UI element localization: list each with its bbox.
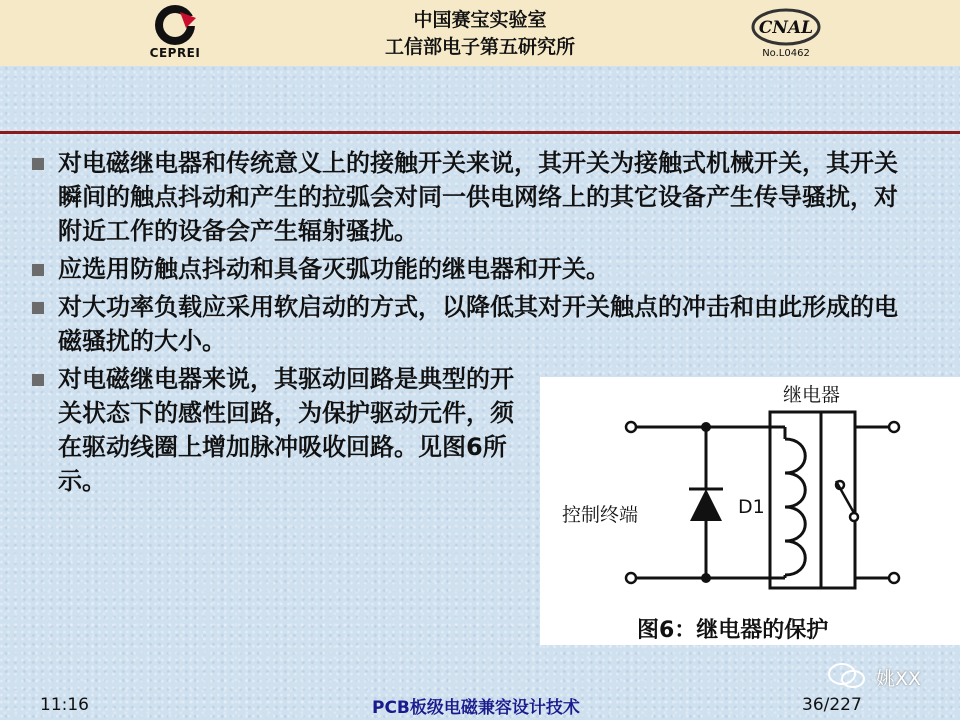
cnal-logo <box>748 6 824 62</box>
watermark-text: 姚XX <box>876 668 922 690</box>
relay-coil <box>785 439 805 575</box>
bullet-text: 对电磁继电器和传统意义上的接触开关来说，其开关为接触式机械开关，其开关瞬间的触点抖动和产生的拉弧会对同一供电网络上的其它设备产生传导骚扰，对附近工作的设备会产生辐射骚扰。 <box>58 149 898 245</box>
bullet-marker-icon <box>32 302 44 314</box>
terminal-icon <box>889 573 899 583</box>
relay-label: 继电器 <box>783 384 841 406</box>
bullet-item <box>30 362 528 498</box>
title-divider <box>0 131 960 134</box>
cnal-logo-number: No.L0462 <box>762 48 810 59</box>
slide-header <box>0 0 960 66</box>
footer-time: 11:16 <box>40 695 89 715</box>
diode-icon <box>690 489 722 521</box>
cnal-logo-brand: CNAL <box>758 18 814 38</box>
relay-circuit-diagram <box>540 377 960 607</box>
bullet-marker-icon <box>32 158 44 170</box>
ceprei-logo-mark <box>140 2 210 48</box>
wechat-icon <box>822 660 872 690</box>
header-title-line2: 工信部电子第五研究所 <box>384 36 575 58</box>
terminal-icon <box>626 573 636 583</box>
control-terminal-label: 控制终端 <box>562 504 639 526</box>
relay-outline <box>770 412 855 588</box>
terminal-icon <box>626 422 636 432</box>
watermark <box>822 660 932 690</box>
cnal-logo-mark <box>748 6 824 48</box>
ceprei-logo-text: CEPREI <box>149 46 201 60</box>
terminal-icon <box>889 422 899 432</box>
figure-caption: 图6：继电器的保护 <box>637 618 829 643</box>
footer-page-number: 36/227 <box>802 695 862 715</box>
bullet-marker-icon <box>32 374 44 386</box>
bullet-item <box>30 252 920 286</box>
diode-label: D1 <box>738 496 765 518</box>
ceprei-logo <box>140 2 210 64</box>
bullet-text: 对电磁继电器来说，其驱动回路是典型的开关状态下的感性回路，为保护驱动元件，须在驱动线圈上增加脉冲吸收回路。见图6所示。 <box>58 365 514 495</box>
relay-protection-figure <box>540 377 960 645</box>
bullet-text: 应选用防触点抖动和具备灭弧功能的继电器和开关。 <box>58 255 610 283</box>
bullet-text: 对大功率负载应采用软启动的方式，以降低其对开关触点的冲击和由此形成的电磁骚扰的大小。 <box>58 293 898 355</box>
bullet-item <box>30 290 920 358</box>
bullet-item <box>30 146 920 248</box>
header-title-line1: 中国赛宝实验室 <box>413 9 547 31</box>
bullet-marker-icon <box>32 264 44 276</box>
header-title <box>300 7 660 61</box>
footer-title: PCB板级电磁兼容设计技术 <box>372 698 580 718</box>
